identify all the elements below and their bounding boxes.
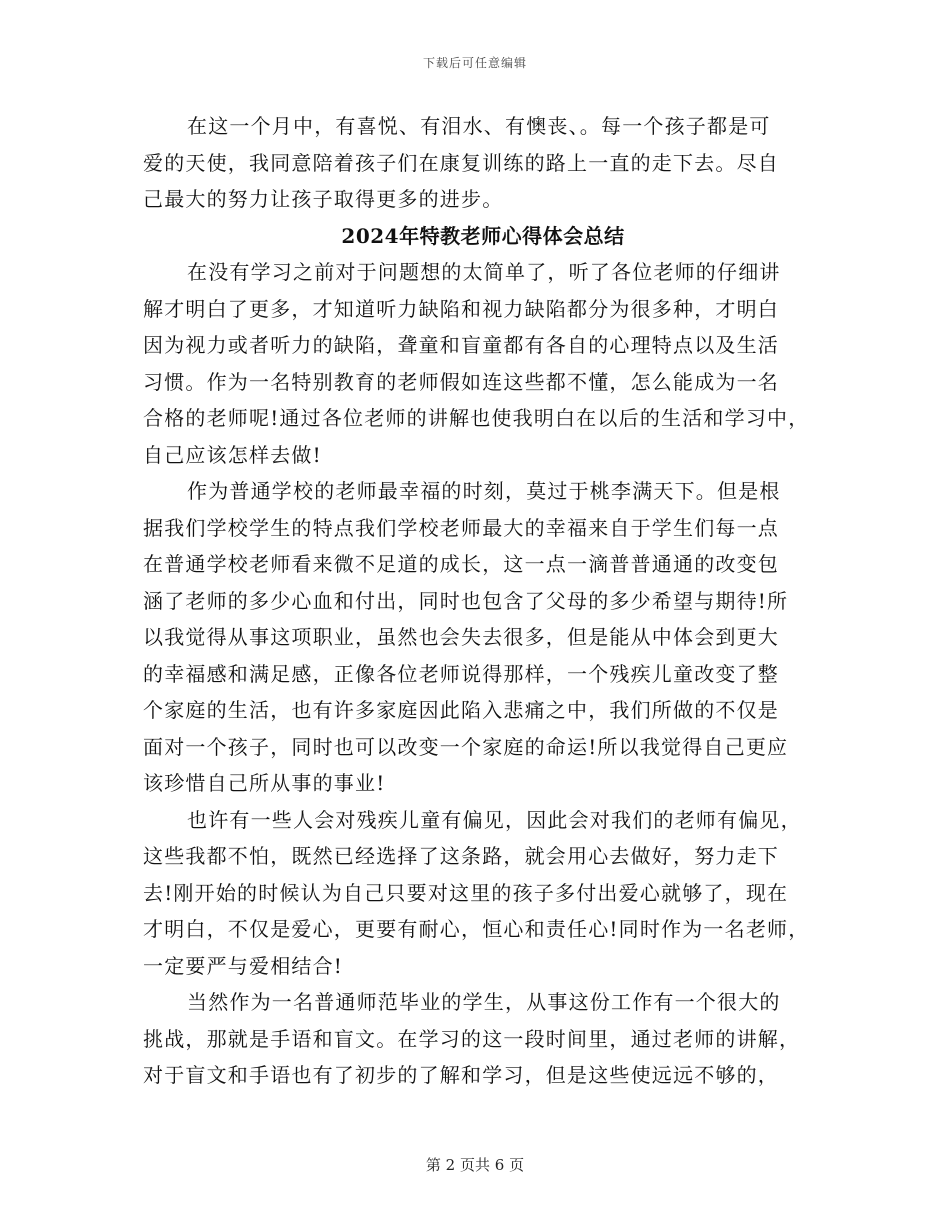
paragraph-1 bbox=[143, 254, 813, 473]
text-line: 在没有学习之前对于问题想的太简单了，听了各位老师的仔细讲 bbox=[187, 260, 781, 284]
text-line: 己最大的努力让孩子取得更多的进步。 bbox=[143, 187, 504, 211]
text-line: 合格的老师呢!通过各位老师的讲解也使我明白在以后的生活和学习中， bbox=[143, 406, 810, 430]
text-line: 爱的天使，我同意陪着孩子们在康复训练的路上一直的走下去。尽自 bbox=[143, 150, 779, 175]
paragraph-2 bbox=[143, 473, 813, 802]
text-line: 在这一个月中，有喜悦、有泪水、有懊丧、。每一个孩子都是可 bbox=[187, 114, 771, 138]
text-line: 才明白，不仅是爱心，更要有耐心，恒心和责任心!同时作为一名老师， bbox=[143, 917, 810, 941]
text-line: 这些我都不怕，既然已经选择了这条路，就会用心去做好，努力走下 bbox=[143, 844, 779, 868]
text-line: 去!刚开始的时候认为自己只要对这里的孩子多付出爱心就够了，现在 bbox=[143, 880, 789, 905]
text-line: 以我觉得从事这项职业，虽然也会失去很多，但是能从中体会到更大 bbox=[143, 625, 779, 649]
text-line: 自己应该怎样去做! bbox=[143, 442, 322, 467]
page-header: 下载后可任意编辑 bbox=[422, 56, 527, 70]
text-line: 也许有一些人会对残疾儿童有偏见，因此会对我们的老师有偏见， bbox=[187, 807, 802, 832]
text-line: 面对一个孩子，同时也可以改变一个家庭的命运!所以我觉得自己更应 bbox=[143, 734, 789, 759]
document-body bbox=[143, 108, 813, 1094]
text-line: 涵了老师的多少心血和付出，同时也包含了父母的多少希望与期待!所 bbox=[143, 588, 789, 613]
text-line: 个家庭的生活，也有许多家庭因此陷入悲痛之中，我们所做的不仅是 bbox=[143, 698, 779, 722]
text-line: 作为普通学校的老师最幸福的时刻，莫过于桃李满天下。但是根 bbox=[187, 479, 781, 503]
text-line: 解才明白了更多，才知道听力缺陷和视力缺陷都分为很多种，才明白 bbox=[143, 296, 779, 321]
text-line: 据我们学校学生的特点我们学校老师最大的幸福来自于学生们每一点 bbox=[143, 515, 779, 540]
text-line: 挑战，那就是手语和盲文。在学习的这一段时间里，通过老师的讲解， bbox=[143, 1026, 801, 1051]
intro-paragraph bbox=[143, 108, 813, 218]
text-line: 一定要严与爱相结合! bbox=[143, 953, 344, 978]
text-line: 在普通学校老师看来微不足道的成长，这一点一滴普普通通的改变包 bbox=[143, 552, 779, 576]
text-line: 当然作为一名普通师范毕业的学生，从事这份工作有一个很大的 bbox=[187, 990, 781, 1014]
text-line: 对于盲文和手语也有了初步的了解和学习，但是这些使远远不够的， bbox=[143, 1063, 779, 1087]
text-line: 该珍惜自己所从事的事业! bbox=[143, 771, 386, 795]
text-line: 习惯。作为一名特别教育的老师假如连这些都不懂，怎么能成为一名 bbox=[143, 369, 779, 394]
page-number: 第 2 页共 6 页 bbox=[425, 1156, 525, 1174]
text-line: 的幸福感和满足感，正像各位老师说得那样，一个残疾儿童改变了整 bbox=[143, 661, 779, 686]
document-title: 2024年特教老师心得体会总结 bbox=[341, 223, 625, 248]
paragraph-3 bbox=[143, 802, 813, 985]
text-line: 因为视力或者听力的缺陷，聋童和盲童都有各自的心理特点以及生活 bbox=[143, 333, 779, 357]
paragraph-4 bbox=[143, 984, 813, 1094]
